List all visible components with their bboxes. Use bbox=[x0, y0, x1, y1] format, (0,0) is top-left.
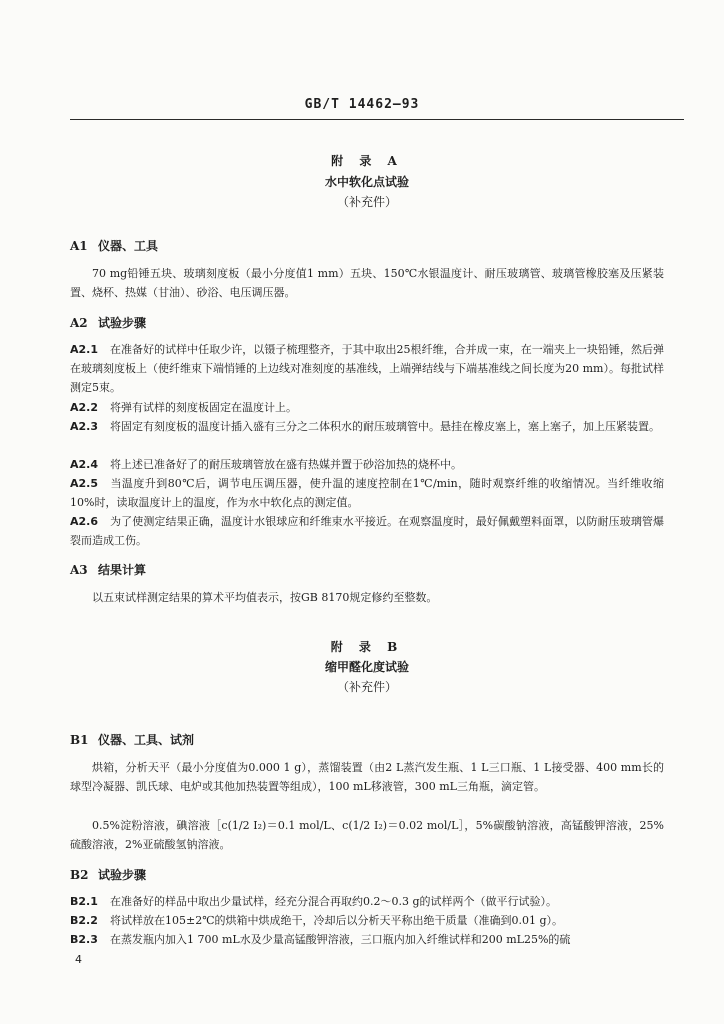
appendix-a-title: 附 录 A bbox=[331, 154, 403, 168]
section-b1-reagents: 0.5%淀粉溶液，碘溶液［c(1/2 I₂)＝0.1 mol/L、c(1/2 I₂)＝0.02 mol/L］，5%碳酸钠溶液，高锰酸钾溶液，25%硫酸溶液，2%亚硫酸氢钠溶液。 bbox=[70, 819, 664, 851]
standard-code-header: GB/T 14462—93 bbox=[304, 97, 420, 112]
section-number: A3 bbox=[70, 563, 88, 577]
appendix-b-name: 缩甲醛化度试验 bbox=[324, 660, 409, 674]
header-rule bbox=[70, 119, 684, 120]
appendix-a-name: 水中软化点试验 bbox=[324, 175, 409, 189]
clause-text: 当温度升到80℃后，调节电压调压器，使升温的速度控制在1℃/min，随时观察纤维的收缩情况。当纤维收缩10%时，读取温度计上的温度，作为水中软化点的测定值。 bbox=[70, 477, 664, 509]
clause-number: A2.1 bbox=[70, 343, 98, 356]
clause-text: 在准备好的试样中任取少许，以镊子梳理整齐，于其中取出25根纤维，合并成一束，在一端夹上一块铅锤，然后弹在玻璃刻度板上（使纤维束下端悄锤的上边线对准刻度的基准线，上端弹结线与下端基准线之间长度为20 mm）。每批试样测定5束。 bbox=[70, 343, 664, 394]
clause-number: A2.6 bbox=[70, 515, 98, 528]
clause-text: 为了使测定结果正确，温度计水银球应和纤维束水平接近。在观察温度时，最好佩戴塑料面罩，以防耐压玻璃管爆裂而造成工伤。 bbox=[70, 515, 664, 547]
clause-text: 将弹有试样的刻度板固定在温度计上。 bbox=[110, 401, 297, 414]
section-b1-heading bbox=[70, 731, 664, 748]
section-b2-heading bbox=[70, 866, 664, 883]
clause-text: 将试样放在105±2℃的烘箱中烘成绝干，冷却后以分析天平称出绝干质量（准确到0.01 g）。 bbox=[110, 914, 564, 927]
clause-number: A2.4 bbox=[70, 458, 98, 471]
clause-a2-6 bbox=[70, 512, 664, 550]
section-number: A2 bbox=[70, 316, 88, 330]
clause-b2-2 bbox=[70, 911, 664, 930]
clause-text: 在准备好的样品中取出少量试样，经充分混合再取约0.2～0.3 g的试样两个（做平行试验）。 bbox=[110, 895, 558, 908]
section-title: 试验步骤 bbox=[98, 316, 147, 330]
clause-a2-2 bbox=[70, 398, 664, 417]
clause-number: A2.5 bbox=[70, 477, 98, 490]
section-title: 仪器、工具、试剂 bbox=[98, 733, 195, 747]
clause-text: 在蒸发瓶内加入1 700 mL水及少量高锰酸钾溶液，三口瓶内加入纤维试样和200 mL25%的硫 bbox=[110, 933, 571, 946]
section-b1-equipment: 烘箱，分析天平（最小分度值为0.000 1 g），蒸馏装置（由2 L蒸汽发生瓶、1 L三口瓶、1 L接受器、400 mm长的球型冷凝器、凯氏球、电炉或其他加热装置等组成），100 mL移液管，300 mL三角瓶，滴定管。 bbox=[70, 761, 664, 793]
clause-a2-3 bbox=[70, 417, 664, 436]
page-number: 4 bbox=[75, 953, 82, 966]
section-title: 结果计算 bbox=[98, 563, 147, 577]
section-title: 试验步骤 bbox=[98, 868, 147, 882]
clause-a2-4 bbox=[70, 455, 664, 474]
clause-number: A2.3 bbox=[70, 420, 98, 433]
clause-b2-1 bbox=[70, 892, 664, 911]
appendix-b-note: （补充件） bbox=[336, 680, 397, 694]
clause-text: 将上述已准备好了的耐压玻璃管放在盛有热媒并置于砂浴加热的烧杯中。 bbox=[110, 458, 462, 471]
section-a2-heading bbox=[70, 314, 664, 331]
clause-a2-5 bbox=[70, 474, 664, 512]
section-title: 仪器、工具 bbox=[98, 239, 159, 253]
clause-a2-1 bbox=[70, 340, 664, 397]
clause-b2-3 bbox=[70, 930, 664, 949]
appendix-b-title: 附 录 B bbox=[330, 640, 404, 654]
clause-number: B2.2 bbox=[70, 914, 98, 927]
section-a1-heading bbox=[70, 237, 664, 254]
appendix-a-note: （补充件） bbox=[336, 195, 397, 209]
clause-number: B2.1 bbox=[70, 895, 98, 908]
section-number: A1 bbox=[70, 239, 88, 253]
section-a3-heading bbox=[70, 561, 664, 578]
section-a1-text: 70 mg铅锤五块、玻璃刻度板（最小分度值1 mm）五块、150℃水银温度计、耐压玻璃管、玻璃管橡胶塞及压紧装置、烧杯、热媒（甘油）、砂浴、电压调压器。 bbox=[70, 267, 664, 299]
clause-number: B2.3 bbox=[70, 933, 98, 946]
section-number: B2 bbox=[70, 868, 89, 882]
clause-text: 将固定有刻度板的温度计插入盛有三分之二体积水的耐压玻璃管中。悬挂在橡皮塞上，塞上塞子，加上压紧装置。 bbox=[110, 420, 660, 433]
section-a3-text: 以五束试样测定结果的算术平均值表示，按GB 8170规定修约至整数。 bbox=[92, 591, 438, 604]
section-number: B1 bbox=[70, 733, 89, 747]
clause-number: A2.2 bbox=[70, 401, 98, 414]
